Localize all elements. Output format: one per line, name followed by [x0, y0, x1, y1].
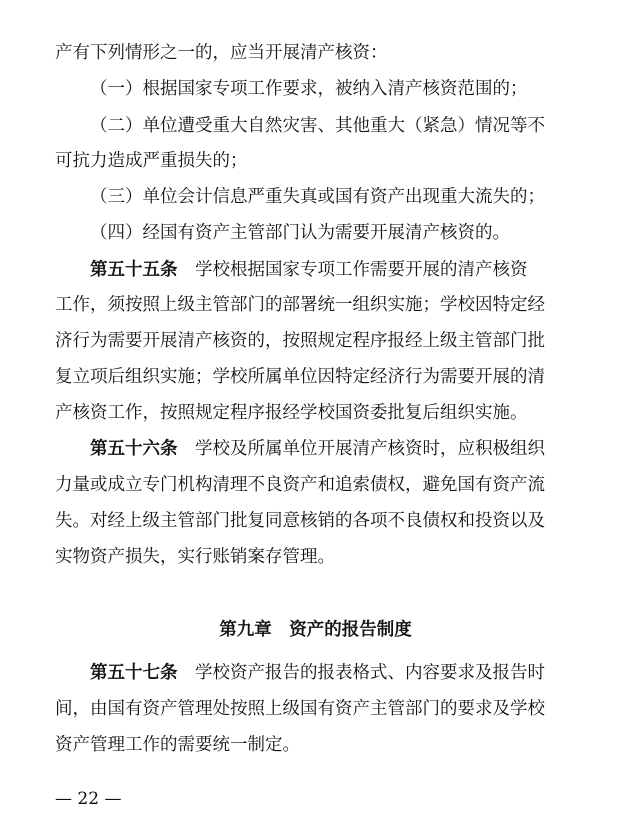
article-57-line: 第五十七条 学校资产报告的报表格式、内容要求及报告时 [90, 663, 545, 683]
page-number: — 22 — [55, 789, 122, 809]
text-line: 力量或成立专门机构清理不良资产和追索债权，避免国有资产流 [55, 475, 545, 495]
text-line: 资产管理工作的需要统一制定。 [55, 735, 300, 755]
list-item: （一）根据国家专项工作要求，被纳入清产核资范围的； [90, 79, 528, 99]
list-item: （三）单位会计信息严重失真或国有资产出现重大流失的； [90, 187, 545, 207]
chapter-title: 第九章 资产的报告制度 [219, 620, 412, 640]
list-item: （二）单位遭受重大自然灾害、其他重大（紧急）情况等不 [90, 116, 545, 136]
text-line: 间，由国有资产管理处按照上级国有资产主管部门的要求及学校 [55, 699, 545, 719]
article-heading: 第五十五条 [90, 260, 178, 280]
text-line: 复立项后组织实施；学校所属单位因特定经济行为需要开展的清 [55, 367, 545, 387]
text-line: 失。对经上级主管部门批复同意核销的各项不良债权和投资以及 [55, 511, 545, 531]
text-line: 产有下列情形之一的，应当开展清产核资： [55, 43, 388, 63]
article-55-line: 第五十五条 学校根据国家专项工作需要开展的清产核资 [90, 260, 528, 280]
text-line: 济行为需要开展清产核资的，按照规定程序报经上级主管部门批 [55, 331, 545, 351]
article-56-line: 第五十六条 学校及所属单位开展清产核资时，应积极组织 [90, 439, 545, 459]
text-line: 可抗力造成严重损失的； [55, 151, 248, 171]
list-item: （四）经国有资产主管部门认为需要开展清产核资的。 [90, 223, 510, 243]
article-heading: 第五十六条 [90, 439, 178, 459]
text-line: 产核资工作，按照规定程序报经学校国资委批复后组织实施。 [55, 403, 528, 423]
article-heading: 第五十七条 [90, 663, 178, 683]
text-line: 工作，须按照上级主管部门的部署统一组织实施；学校因特定经 [55, 295, 545, 315]
text-line: 实物资产损失，实行账销案存管理。 [55, 547, 335, 567]
